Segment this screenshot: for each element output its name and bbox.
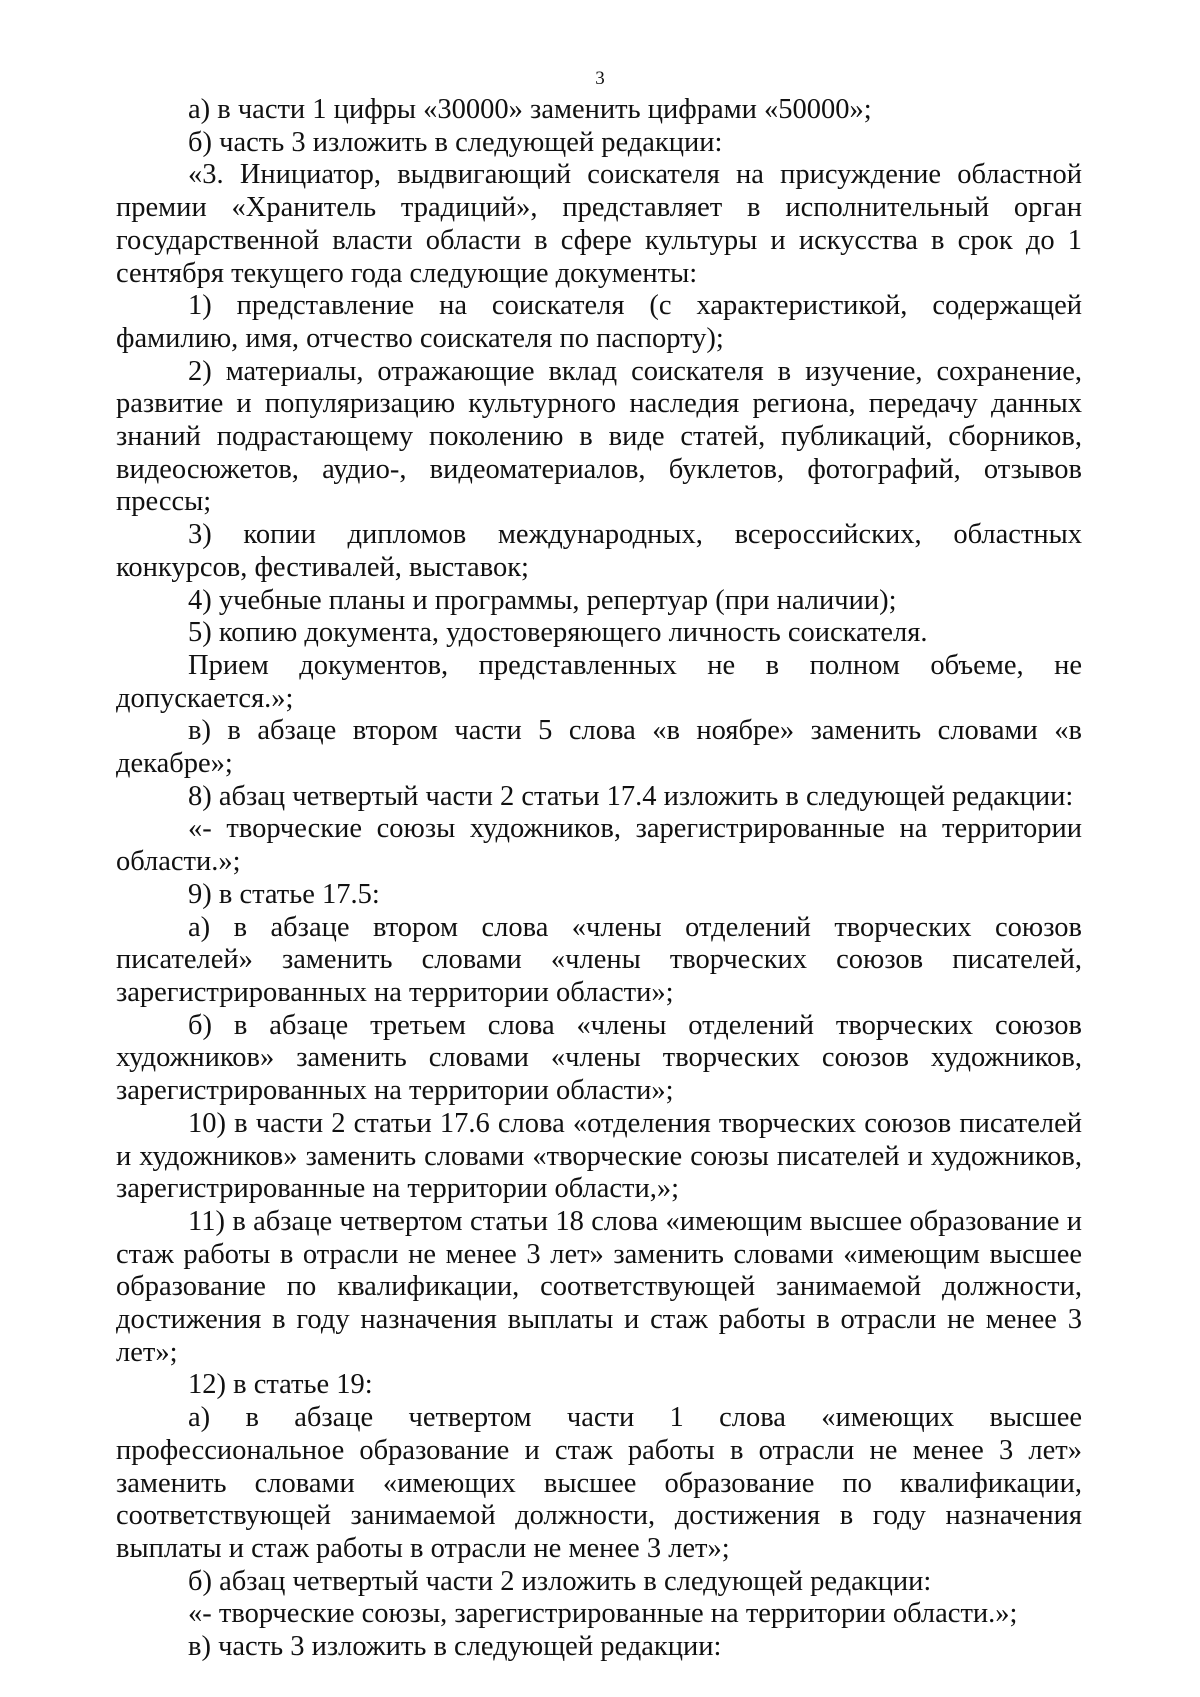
paragraph: б) абзац четвертый части 2 изложить в следующей редакции: <box>188 1565 932 1597</box>
paragraph: а) в абзаце втором слова «члены отделений творческих союзов писателей» заменить словами «члены творческих союзов писателей, зарегистрированных на территории области»; <box>116 911 1082 1008</box>
paragraph: Прием документов, представленных не в полном объеме, не допускается.»; <box>116 649 1082 714</box>
paragraph: 2) материалы, отражающие вклад соискателя в изучение, сохранение, развитие и популяризацию культурного наследия региона, передачу данных знаний подрастающему поколению в виде статей, публикаций, сборников, видеосюжетов, аудио-, видеоматериалов, буклетов, фотографий, отзывов прессы; <box>116 355 1082 518</box>
document-body <box>116 94 1082 1664</box>
paragraph: «3. Инициатор, выдвигающий соискателя на присуждение областной премии «Хранитель традиций», представляет в исполнительный орган государственной власти области в сфере культуры и искусства в срок до 1 сентября текущего года следующие документы: <box>116 159 1082 289</box>
paragraph: 3) копии дипломов международных, всероссийских, областных конкурсов, фестивалей, выставок; <box>116 519 1082 583</box>
paragraph: б) часть 3 изложить в следующей редакции: <box>188 126 723 158</box>
paragraph: а) в абзаце четвертом части 1 слова «имеющих высшее профессиональное образование и стаж работы в отрасли не менее 3 лет» заменить словами «имеющих высшее образование по квалификации, соответствующей занимаемой должности, достижения в году назначения выплаты и стаж работы в отрасли не менее 3 лет»; <box>116 1402 1082 1564</box>
paragraph: б) в абзаце третьем слова «члены отделений творческих союзов художников» заменить словами «члены творческих союзов художников, зарегистрированных на территории области»; <box>116 1009 1082 1107</box>
paragraph: а) в части 1 цифры «30000» заменить цифрами «50000»; <box>188 94 872 125</box>
paragraph: 4) учебные планы и программы, репертуар (при наличии); <box>188 584 897 616</box>
paragraph: 1) представление на соискателя (с характеристикой, содержащей фамилию, имя, отчество соискателя по паспорту); <box>116 290 1082 354</box>
paragraph: в) часть 3 изложить в следующей редакции: <box>188 1631 722 1663</box>
paragraph: 11) в абзаце четвертом статьи 18 слова «имеющим высшее образование и стаж работы в отрасли не менее 3 лет» заменить словами «имеющим высшее образование по квалификации, соответствующей занимаемой должности, достижения в году назначения выплаты и стаж работы в отрасли не менее 3 лет»; <box>116 1205 1082 1368</box>
paragraph: 12) в статье 19: <box>188 1369 373 1401</box>
paragraph: 9) в статье 17.5: <box>188 878 380 910</box>
paragraph: 8) абзац четвертый части 2 статьи 17.4 изложить в следующей редакции: <box>188 780 1074 812</box>
paragraph: 5) копию документа, удостоверяющего личность соискателя. <box>188 617 928 649</box>
paragraph: 10) в части 2 статьи 17.6 слова «отделения творческих союзов писателей и художников» заменить словами «творческие союзы писателей и художников, зарегистрированные на территории области,»; <box>116 1107 1082 1205</box>
paragraph: «- творческие союзы, зарегистрированные на территории области.»; <box>188 1598 1018 1630</box>
paragraph: в) в абзаце втором части 5 слова «в ноябре» заменить словами «в декабре»; <box>116 715 1082 780</box>
paragraph: «- творческие союзы художников, зарегистрированные на территории области.»; <box>116 813 1082 878</box>
page-number: 3 <box>595 68 605 89</box>
